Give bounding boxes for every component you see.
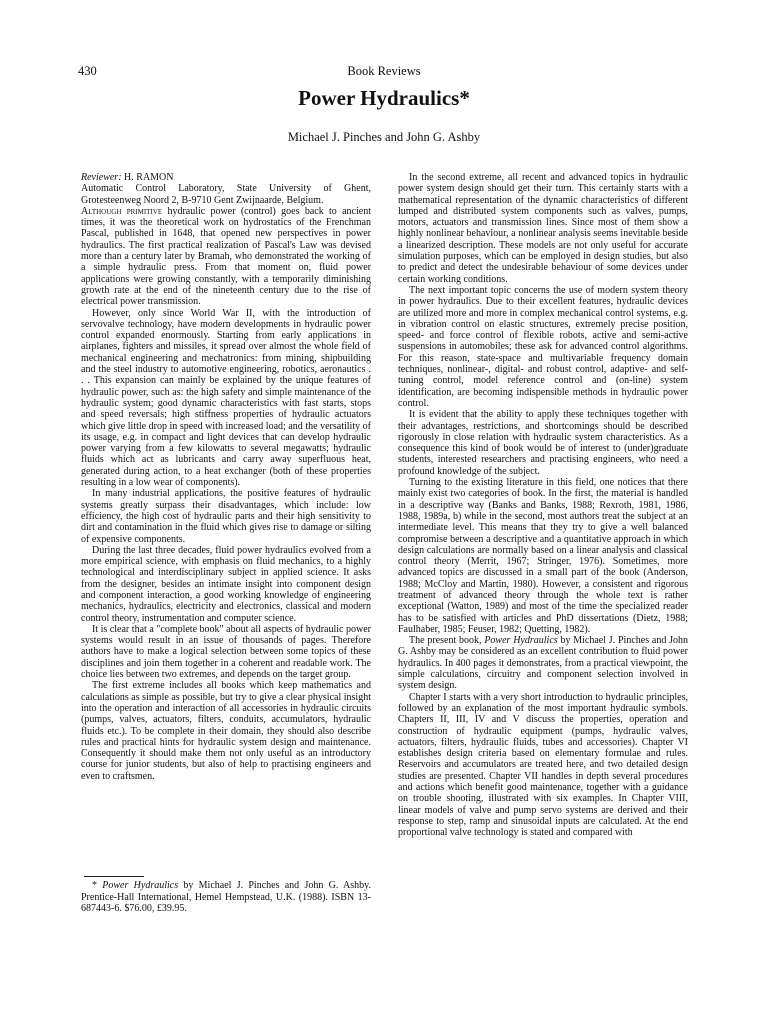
running-head: Book Reviews (347, 64, 421, 78)
reviewer-label: Reviewer: (81, 172, 122, 183)
book-title-italic: Power Hydraulics (484, 635, 558, 647)
paragraph: The next important topic concerns the use of modern system theory in power hydraulics. Due to their excellent features, hydraulic devices are utilized more and more in complex mechanical control systems, e.g. in vibration control on elastic structures, extremely precise position, speed- and force control of flexible robots, active and semi-active suspensions in automobiles; these ask for advanced control algorithms. For this reason, state-space and multivariable frequency domain techniques, nonlinear-, digital- and robust control, adaptive- and self-tuning control, model reference control and (on-line) system identification, are becoming indispensible methods in hydraulic power control. (398, 284, 688, 409)
left-column (81, 172, 371, 782)
paragraph: In many industrial applications, the positive features of hydraulic systems greatly surpass their disadvantages, which include: low efficiency, the high cost of hydraulic parts and their high sensitivity to dirt and contamination in the fluid which gives rise to damage or silting of expensive components. (81, 488, 371, 545)
reviewer-affiliation: Automatic Control Laboratory, State University of Ghent, Grotesteenweg Noord 2, B-9710 Gent Zwijnaarde, Belgium. (81, 183, 371, 206)
authors-line: Michael J. Pinches and John G. Ashby (287, 130, 481, 144)
paragraph: It is clear that a "complete book" about all aspects of hydraulic power systems would result in an issue of thousands of pages. Therefore authors have to make a logical selection between some topics of these disciplines and join them together in a coherent and readable work. The choice lies between two extremes, and depends on the target group. (81, 623, 371, 681)
footnote-rule (84, 876, 144, 877)
right-column (398, 172, 688, 839)
lead-in-smallcaps: Although primitive (81, 205, 163, 217)
paragraph (81, 206, 371, 308)
paragraph: It is evident that the ability to apply these techniques together with their advantages, restrictions, and shortcomings should be described rigorously in close relation with hydraulic system characteristics. As a consequence this kind of book would be of interest to (under)graduate students, interested researchers and practising engineers, who need a profound knowledge of the subject. (398, 409, 688, 477)
footnote-text: by Michael J. Pinches and John G. Ashby. Prentice-Hall International, Hemel Hempstead, U.K. (1988). ISBN 13-687443-6. $76.00, £39.95. (81, 880, 372, 914)
footnote (81, 880, 371, 915)
reviewer-block (81, 172, 371, 206)
paragraph (398, 635, 688, 691)
paragraph-text: hydraulic power (control) goes back to ancient times, it was the theoretical work on hydrostatics of the Frenchman Pascal, published in 1648, that opened new perspectives in power hydraulics. The first practical realization of Pascal's Law was devised more than a century later by Bramah, who demonstrated the working of a simple hydraulic press. From that moment on, fluid power applications were growing constantly, with a temporarily diminishing growth rate at the end of the nineteenth century due to the rise of electrical power transmission. (81, 205, 371, 308)
paragraph: Turning to the existing literature in this field, one notices that there mainly exist two categories of book. In the first, the material is handled in a descriptive way (Banks and Banks, 1988; Rexroth, 1981, 1986, 1988, 1989a, b) while in the second, most authors treat the subject at an intermediate level. This means that they try to give a well balanced compromise between a descriptive and a quantitative approach in which design calculations are normally based on a linear analysis and classical control theory (Merrit, 1967; Stringer, 1976). Sometimes, more advanced topics are discussed in a small part of the book (Anderson, 1988; McCloy and Martin, 1980). However, a consistent and rigorous treatment of advanced theory through the whole text is rather exceptional (Watton, 1989) and most of the time the specialized reader has to be satisfied with articles and PhD dissertations (Dietz, 1988; Faulhaber, 1985; Feuser, 1982; Quetting, 1982). (398, 477, 688, 635)
paragraph: In the second extreme, all recent and advanced topics in hydraulic power system design should get their turn. This certainly starts with a mathematical representation of the dynamic characteristics of different lumped and distributed system components such as valves, pumps, motors, actuators and transmission lines. Since most of them show a highly nonlinear behaviour, a nonlinear analysis seems inevitable beside a linearized description. These models are not only useful for accurate simulation purposes, which can be employed in design studies, but also to predict and detect the undesirable behaviour of some devices under certain working conditions. (398, 172, 688, 285)
paragraph-text: by Michael J. Pinches and John G. Ashby may be considered as an excellent contribution to fluid power hydraulics. In 400 pages it demonstrates, from a practical viewpoint, the simple calculations, circuitry and component selection involved in system design. (398, 635, 689, 692)
footnote-book-title: Power Hydraulics (102, 880, 179, 891)
reviewer-name: H. RAMON (124, 172, 174, 183)
page-title: Power Hydraulics* (298, 86, 470, 110)
paragraph: Chapter I starts with a very short introduction to hydraulic principles, followed by an explanation of the most important hydraulic symbols. Chapters II, III, IV and V discuss the properties, operation and construction of hydraulic equipment (pumps, hydraulic valves, actuators, filters, hydraulic fluids, tubes and accessories). Chapter VI establishes design criteria based on elementary formulae and rules. Reservoirs and accumulators are treated here, and two detailed design studies are presented. Chapter VII handles in depth several procedures and actions which benefit good maintenance, together with a guidance on trouble shooting, illustrated with six examples. In Chapter VIII, linear models of valve and pump servo systems are derived and their response to step, ramp and sinusoidal inputs are calculated. At the end proportional valve technology is stated and compared with (398, 691, 688, 839)
footnote-marker: * (92, 880, 103, 891)
paragraph-text: The present book, (409, 635, 485, 647)
page-number: 430 (78, 64, 97, 78)
paragraph: However, only since World War II, with the introduction of servovalve technology, have modern developments in hydraulic power control expanded enormously. Starting from early applications in airplanes, fighters and missiles, it spread over almost the whole field of mechanical engineering and mechatronics: from mining, shipbuilding and the steel industry to automotive engineering, robotics, aeronautics . . . This expansion can mainly be explained by the unique features of hydraulic power, such as: the high safety and simple maintenance of the hydraulic system; good dynamic characteristics with fast starts, stops and speed reversals; high stiffness properties of hydraulic actuators which give little drop in speed with increased load; and the versatility of its usage, e.g. in compact and light devices that can develop hydraulic power varying from a few kilowatts to several megawatts; hydraulic fluids which act as lubricants and carry away superfluous heat, generated during action, to a heat exchanger (both of these properties resulting in a low wear of components). (81, 307, 371, 489)
paragraph: The first extreme includes all books which keep mathematics and calculations as simple as possible, but try to give a clear physical insight into the operation and interaction of all accessories in hydraulic circuits (pumps, valves, actuators, filters, conduits, accumulators, hydraulic fluids etc.). To be complete in their domain, they should also describe rules and practical hints for hydraulic system design and maintenance. Consequently it should make them not only useful as an introductory course for junior students, but also of help to practising engineers and even to craftsmen. (81, 680, 371, 782)
paragraph: During the last three decades, fluid power hydraulics evolved from a more empirical science, with emphasis on fluid mechanics, to a highly technological and interdisciplinary subject in applied science. It asks from the designer, besides an intimate insight into component design and component interaction, a good working knowledge of engineering mechanics, hydraulics, electricity and electronics, classical and modern control theory, instrumentation and computer science. (81, 544, 371, 624)
